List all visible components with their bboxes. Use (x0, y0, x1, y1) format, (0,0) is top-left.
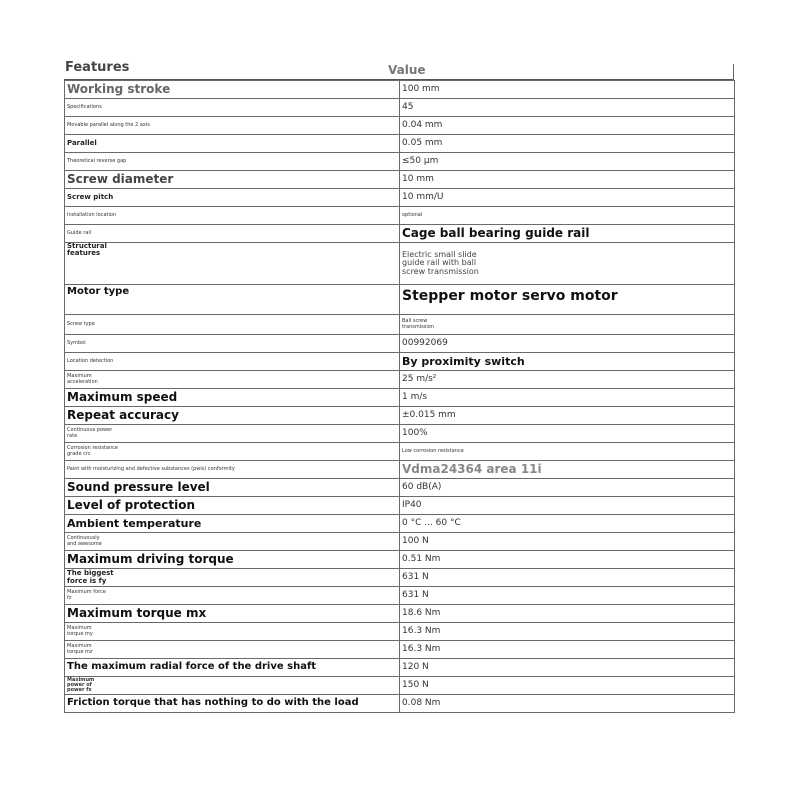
feature-cell: Ambient temperature (65, 515, 400, 533)
feature-cell: Theoretical reverse gap (65, 153, 400, 171)
table-row (65, 371, 735, 389)
feature-cell: Installation location (65, 207, 400, 225)
value-cell: Vdma24364 area 11i (400, 461, 735, 479)
table-row (65, 315, 735, 335)
feature-cell: Repeat accuracy (65, 407, 400, 425)
value-cell: 45 (400, 99, 735, 117)
table-row (65, 569, 735, 587)
feature-cell: Continuous power rate (65, 425, 400, 443)
feature-cell: Friction torque that has nothing to do with the load (65, 695, 400, 713)
table-row (65, 623, 735, 641)
feature-cell: Motor type (65, 285, 400, 315)
value-cell: Low corrosion resistance (400, 443, 735, 461)
table-row (65, 425, 735, 443)
feature-cell: Maximum force fz (65, 587, 400, 605)
feature-cell: Movable parallel along the 2 axis (65, 117, 400, 135)
table-row (65, 443, 735, 461)
value-cell: optional (400, 207, 735, 225)
table-row (65, 677, 735, 695)
feature-cell: Symbol (65, 335, 400, 353)
table-row (65, 285, 735, 315)
value-cell: By proximity switch (400, 353, 735, 371)
feature-cell: The biggest force is fy (65, 569, 400, 587)
feature-cell: Specifications (65, 99, 400, 117)
feature-cell: Screw type (65, 315, 400, 335)
value-cell: 00992069 (400, 335, 735, 353)
feature-cell: Parallel (65, 135, 400, 153)
value-cell: 0.04 mm (400, 117, 735, 135)
feature-cell: Maximum acceleration (65, 371, 400, 389)
feature-cell: Maximum power of power fx (65, 677, 400, 695)
table-row (65, 243, 735, 285)
table-row (65, 335, 735, 353)
feature-cell: Guide rail (65, 225, 400, 243)
table-row (65, 479, 735, 497)
value-cell: 18.6 Nm (400, 605, 735, 623)
table-row (65, 407, 735, 425)
features-column-header: Features (65, 60, 130, 75)
specification-table (64, 80, 735, 713)
value-cell: ±0.015 mm (400, 407, 735, 425)
table-row (65, 515, 735, 533)
value-cell: 10 mm (400, 171, 735, 189)
feature-cell: Sound pressure level (65, 479, 400, 497)
feature-cell: Maximum torque my (65, 623, 400, 641)
value-cell: 100 N (400, 533, 735, 551)
value-cell: Stepper motor servo motor (400, 285, 735, 315)
value-cell: Electric small slide guide rail with ball screw transmission (400, 243, 735, 285)
feature-cell: Maximum driving torque (65, 551, 400, 569)
value-cell: ≤50 µm (400, 153, 735, 171)
feature-cell: Screw diameter (65, 171, 400, 189)
value-cell: 100 mm (400, 81, 735, 99)
table-row (65, 587, 735, 605)
table-row (65, 135, 735, 153)
feature-cell: Paint with moisturizing and defective substances (pwis) conformity (65, 461, 400, 479)
value-cell: 100% (400, 425, 735, 443)
feature-cell: Continuously and awesome (65, 533, 400, 551)
value-cell: Cage ball bearing guide rail (400, 225, 735, 243)
table-row (65, 353, 735, 371)
table-row (65, 99, 735, 117)
table-row (65, 533, 735, 551)
table-row (65, 171, 735, 189)
table-row (65, 207, 735, 225)
feature-cell: Maximum speed (65, 389, 400, 407)
value-cell: 60 dB(A) (400, 479, 735, 497)
table-row (65, 641, 735, 659)
value-cell: 0.51 Nm (400, 551, 735, 569)
table-row (65, 659, 735, 677)
value-cell: 0.08 Nm (400, 695, 735, 713)
value-cell: 150 N (400, 677, 735, 695)
value-cell: 16.3 Nm (400, 641, 735, 659)
value-cell: 631 N (400, 587, 735, 605)
value-cell: 0 °C ... 60 °C (400, 515, 735, 533)
table-row (65, 551, 735, 569)
feature-cell: Screw pitch (65, 189, 400, 207)
table-row (65, 117, 735, 135)
value-cell: 631 N (400, 569, 735, 587)
table-row (65, 605, 735, 623)
value-cell: 120 N (400, 659, 735, 677)
feature-cell: The maximum radial force of the drive shaft (65, 659, 400, 677)
value-cell: 25 m/s² (400, 371, 735, 389)
feature-cell: Maximum torque mx (65, 605, 400, 623)
feature-cell: Corrosion resistance grade crc (65, 443, 400, 461)
table-row (65, 153, 735, 171)
table-row (65, 695, 735, 713)
table-row (65, 81, 735, 99)
feature-cell: Structural features (65, 243, 400, 285)
table-row (65, 461, 735, 479)
feature-cell: Level of protection (65, 497, 400, 515)
value-cell: IP40 (400, 497, 735, 515)
header-right-edge (733, 64, 734, 80)
value-cell: 0.05 mm (400, 135, 735, 153)
value-cell: 10 mm/U (400, 189, 735, 207)
feature-cell: Location detection (65, 353, 400, 371)
table-row (65, 389, 735, 407)
feature-cell: Maximum torque mz (65, 641, 400, 659)
table-row (65, 497, 735, 515)
table-row (65, 225, 735, 243)
feature-cell: Working stroke (65, 81, 400, 99)
value-cell: 16.3 Nm (400, 623, 735, 641)
value-cell: Ball screw transmission (400, 315, 735, 335)
value-column-header: Value (388, 63, 426, 77)
value-cell: 1 m/s (400, 389, 735, 407)
table-row (65, 189, 735, 207)
